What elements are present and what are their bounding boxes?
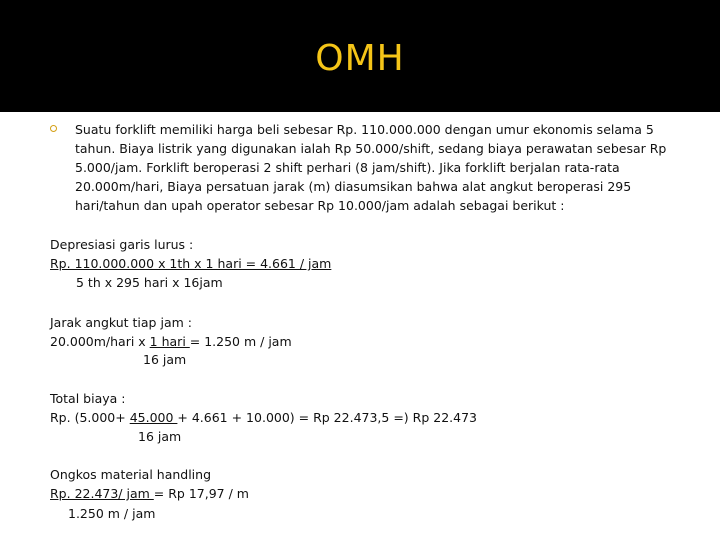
total-line1-a: Rp. (5.000+ [50, 410, 130, 425]
depresiasi-line2: 5 th x 295 hari x 16jam [76, 275, 223, 290]
ongkos-heading: Ongkos material handling [50, 467, 212, 482]
slide-title: OMH [315, 38, 405, 79]
depresiasi-line1: Rp. 110.000.000 x 1th x 1 hari = 4.661 / jam [50, 256, 332, 271]
jarak-line1-b: = 1.250 m / jam [189, 334, 292, 349]
ongkos-line1-b: = Rp 17,97 / m [153, 486, 249, 501]
ongkos-line2: 1.250 m / jam [68, 506, 156, 521]
title-bar [0, 0, 720, 112]
problem-bullet [50, 120, 690, 215]
ongkos-line1 [50, 485, 249, 503]
ongkos-line1-underlined: Rp. 22.473/ jam [50, 486, 154, 501]
jarak-line1-a: 20.000m/hari x [50, 334, 150, 349]
jarak-line2: 16 jam [143, 352, 187, 367]
jarak-line1-underlined: 1 hari [149, 334, 190, 349]
total-line1-b: + 4.661 + 10.000) = Rp 22.473,5 =) Rp 22.473 [177, 410, 477, 425]
total-heading: Total biaya : [50, 391, 126, 406]
depresiasi-heading: Depresiasi garis lurus : [50, 237, 194, 252]
jarak-line1 [50, 333, 292, 351]
total-line1-underlined: 45.000 [129, 410, 178, 425]
jarak-heading: Jarak angkut tiap jam : [50, 315, 192, 330]
problem-text: Suatu forklift memiliki harga beli sebesar Rp. 110.000.000 dengan umur ekonomis selama 5 tahun. Biaya listrik yang digunakan ialah Rp 50.000/shift, sedang biaya perawatan sebesar Rp 5.000/jam. Forklift beroperasi 2 shift perhari (8 jam/shift). Jika forklift berjalan rata-rata 20.000m/hari, Biaya persatuan jarak (m) diasumsikan bahwa alat angkut beroperasi 295 hari/tahun dan upah operator sebesar Rp 10.000/jam adalah sebagai berikut : [75, 122, 667, 213]
circle-bullet-icon [50, 125, 57, 132]
total-line1 [50, 409, 477, 427]
total-line2: 16 jam [138, 429, 182, 444]
